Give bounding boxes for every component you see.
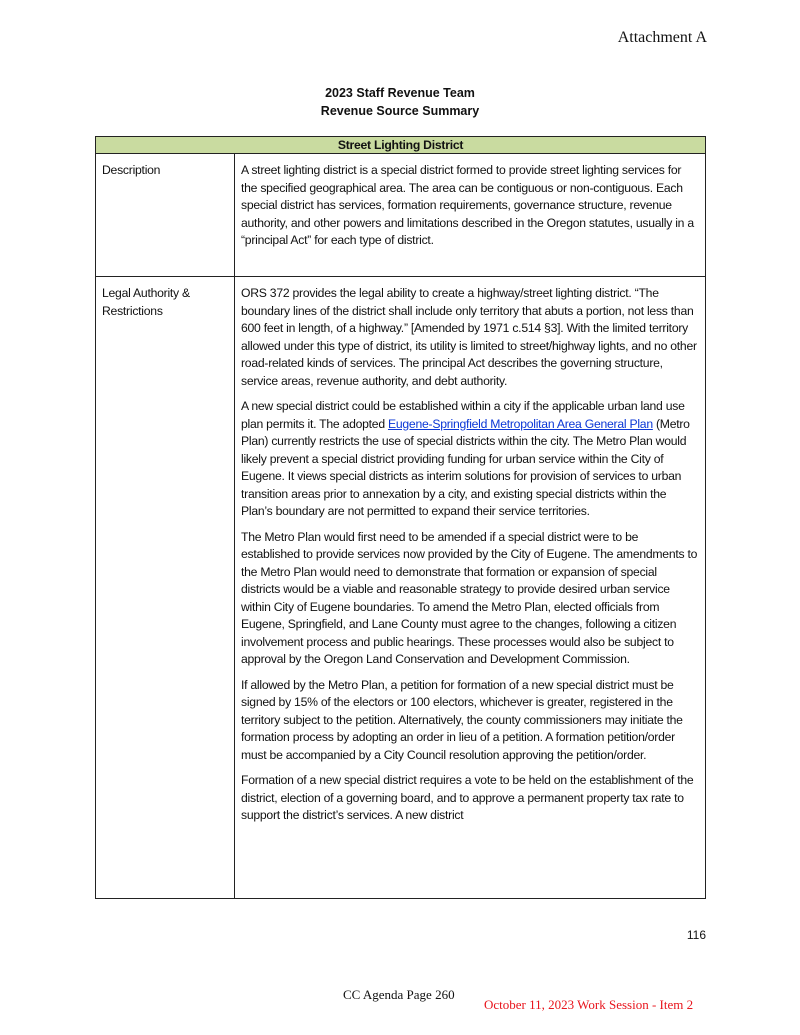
table-row	[96, 154, 706, 277]
attachment-label: Attachment A	[617, 29, 707, 46]
summary-table	[95, 136, 706, 899]
metro-plan-link[interactable]: Eugene-Springfield Metropolitan Area General Plan	[388, 416, 653, 431]
paragraph	[241, 398, 699, 521]
table-row	[96, 277, 706, 899]
document-title	[0, 84, 800, 120]
page-number: 116	[686, 928, 706, 942]
work-session-label: October 11, 2023 Work Session - Item 2	[484, 997, 694, 1012]
paragraph: ORS 372 provides the legal ability to create a highway/street lighting district. “The boundary lines of the district shall include only territory that abuts a portion, not less than 600 feet in length, of a highway.” [Amended by 1971 c.514 §3]. With the limited territory allowed under this type of district, its utility is limited to street/highway lights, and no other road-related kinds of services. The principal Act describes the governing structure, service areas, revenue authority, and debt authority.	[241, 286, 697, 388]
paragraph: The Metro Plan would first need to be amended if a special district were to be established to provide services now provided by the City of Eugene. The amendments to the Metro Plan would need to demonstrate that formation or expansion of special districts would be a viable and reasonable strategy to provide desired urban service within City of Eugene boundaries. To amend the Metro Plan, elected officials from Eugene, Springfield, and Lane County must agree to the changes, following a citizen involvement process and public hearings. These processes would also be subject to approval by the Oregon Land Conservation and Development Commission.	[241, 529, 698, 666]
title-line-2: Revenue Source Summary	[320, 104, 480, 118]
row-label: Description	[96, 154, 235, 277]
row-label: Legal Authority & Restrictions	[96, 277, 235, 899]
paragraph: If allowed by the Metro Plan, a petition for formation of a new special district must be signed by 15% of the electors or 100 electors, whichever is greater, registered in the territory subject to the petition. Alternatively, the county commissioners may initiate the formation process by adopting an order in lieu of a petition. A formation petition/order must be accompanied by a City Council resolution approving the petition/order.	[241, 677, 683, 762]
text: (Metro Plan) currently restricts the use of special districts within the city. The Metro Plan would likely prevent a special district providing funding for urban service within the City of Eugene. It views special districts as interim solutions for provision of services to urban transition areas prior to annexation by a city, and existing special districts within the Plan’s boundary are not permitted to expand their service territories.	[241, 416, 690, 518]
title-line-1: 2023 Staff Revenue Team	[325, 86, 475, 100]
paragraph: A street lighting district is a special district formed to provide street lighting services for the specified geographical area. The area can be contiguous or non-contiguous. Each special district has services, formation requirements, governance structure, revenue authority, and other powers and limitations described in the Oregon statutes, usually in a “principal Act” for each type of district.	[241, 163, 694, 247]
table-heading: Street Lighting District	[96, 137, 706, 154]
agenda-page: CC Agenda Page 260	[343, 987, 455, 1002]
paragraph: Formation of a new special district requires a vote to be held on the establishment of the district, election of a governing board, and to approve a permanent property tax rate to support the district’s services. A new district	[241, 773, 694, 822]
text: A new special district could be established within a city if the applicable urban land use plan permits it. The adopted	[241, 399, 685, 431]
